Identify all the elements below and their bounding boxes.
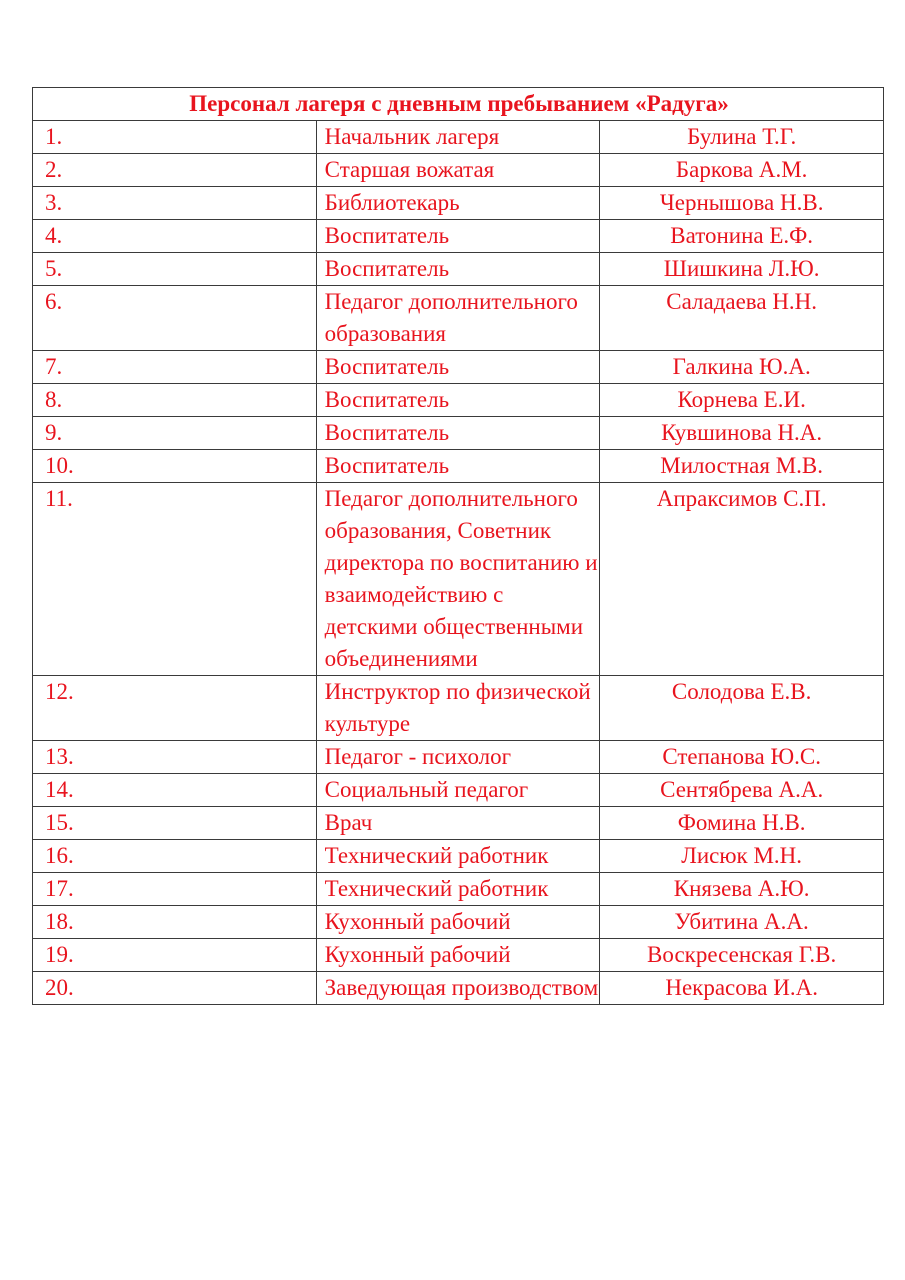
row-position: Старшая вожатая xyxy=(316,154,600,187)
row-employee-name: Князева А.Ю. xyxy=(600,873,884,906)
row-position: Воспитатель xyxy=(316,351,600,384)
table-row xyxy=(33,906,884,939)
row-position: Воспитатель xyxy=(316,417,600,450)
row-number: 9. xyxy=(33,417,317,450)
row-number: 6. xyxy=(33,286,317,351)
row-number: 11. xyxy=(33,483,317,676)
table-row xyxy=(33,741,884,774)
row-number: 2. xyxy=(33,154,317,187)
row-position: Социальный педагог xyxy=(316,774,600,807)
title-row xyxy=(33,88,884,121)
table-row xyxy=(33,483,884,676)
row-employee-name: Корнева Е.И. xyxy=(600,384,884,417)
staff-table-body xyxy=(33,88,884,1005)
row-number: 3. xyxy=(33,187,317,220)
row-number: 7. xyxy=(33,351,317,384)
table-row xyxy=(33,676,884,741)
row-number: 15. xyxy=(33,807,317,840)
row-position: Начальник лагеря xyxy=(316,121,600,154)
table-row xyxy=(33,384,884,417)
row-position: Воспитатель xyxy=(316,253,600,286)
row-employee-name: Баркова А.М. xyxy=(600,154,884,187)
table-row xyxy=(33,972,884,1005)
row-position: Педагог дополнительного образования, Советник директора по воспитанию и взаимодействию с детскими общественными объединениями xyxy=(316,483,600,676)
row-employee-name: Сентябрева А.А. xyxy=(600,774,884,807)
row-number: 17. xyxy=(33,873,317,906)
row-employee-name: Кувшинова Н.А. xyxy=(600,417,884,450)
row-employee-name: Шишкина Л.Ю. xyxy=(600,253,884,286)
table-row xyxy=(33,417,884,450)
row-employee-name: Лисюк М.Н. xyxy=(600,840,884,873)
row-number: 12. xyxy=(33,676,317,741)
row-number: 19. xyxy=(33,939,317,972)
row-number: 5. xyxy=(33,253,317,286)
row-position: Технический работник xyxy=(316,873,600,906)
staff-table xyxy=(32,87,884,1005)
row-position: Педагог дополнительного образования xyxy=(316,286,600,351)
row-number: 18. xyxy=(33,906,317,939)
table-row xyxy=(33,450,884,483)
table-row xyxy=(33,939,884,972)
table-row xyxy=(33,187,884,220)
row-position: Заведующая производством xyxy=(316,972,600,1005)
table-row xyxy=(33,154,884,187)
row-number: 8. xyxy=(33,384,317,417)
table-row xyxy=(33,774,884,807)
row-employee-name: Саладаева Н.Н. xyxy=(600,286,884,351)
row-employee-name: Некрасова И.А. xyxy=(600,972,884,1005)
table-row xyxy=(33,220,884,253)
row-employee-name: Степанова Ю.С. xyxy=(600,741,884,774)
row-position: Кухонный рабочий xyxy=(316,906,600,939)
row-employee-name: Милостная М.В. xyxy=(600,450,884,483)
row-employee-name: Убитина А.А. xyxy=(600,906,884,939)
row-position: Педагог - психолог xyxy=(316,741,600,774)
row-position: Воспитатель xyxy=(316,384,600,417)
row-position: Технический работник xyxy=(316,840,600,873)
table-row xyxy=(33,351,884,384)
row-number: 14. xyxy=(33,774,317,807)
table-row xyxy=(33,253,884,286)
row-employee-name: Солодова Е.В. xyxy=(600,676,884,741)
row-number: 16. xyxy=(33,840,317,873)
row-position: Врач xyxy=(316,807,600,840)
row-employee-name: Галкина Ю.А. xyxy=(600,351,884,384)
row-position: Воспитатель xyxy=(316,450,600,483)
row-employee-name: Булина Т.Г. xyxy=(600,121,884,154)
row-position: Инструктор по физической культуре xyxy=(316,676,600,741)
row-employee-name: Воскресенская Г.В. xyxy=(600,939,884,972)
table-row xyxy=(33,286,884,351)
table-row xyxy=(33,840,884,873)
row-position: Библиотекарь xyxy=(316,187,600,220)
row-number: 10. xyxy=(33,450,317,483)
row-number: 13. xyxy=(33,741,317,774)
row-employee-name: Ватонина Е.Ф. xyxy=(600,220,884,253)
row-number: 1. xyxy=(33,121,317,154)
row-number: 20. xyxy=(33,972,317,1005)
table-row xyxy=(33,873,884,906)
row-position: Кухонный рабочий xyxy=(316,939,600,972)
row-number: 4. xyxy=(33,220,317,253)
row-employee-name: Апраксимов С.П. xyxy=(600,483,884,676)
table-row xyxy=(33,807,884,840)
row-position: Воспитатель xyxy=(316,220,600,253)
row-employee-name: Фомина Н.В. xyxy=(600,807,884,840)
table-row xyxy=(33,121,884,154)
row-employee-name: Чернышова Н.В. xyxy=(600,187,884,220)
table-title: Персонал лагеря с дневным пребыванием «Радуга» xyxy=(33,88,884,121)
